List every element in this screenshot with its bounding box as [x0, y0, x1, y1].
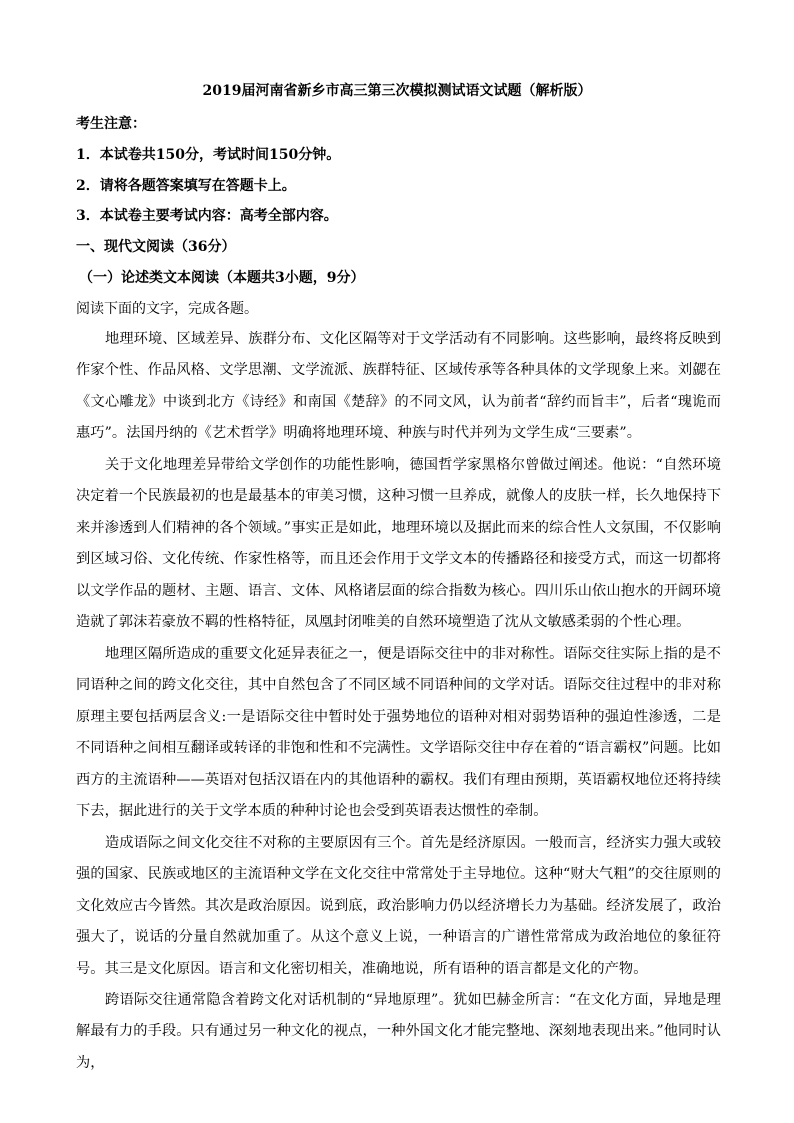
passage-paragraph-2: 关于文化地理差异带给文学创作的功能性影响，德国哲学家黑格尔曾做过阐述。他说：“自然环境决定着一个民族最初的也是最基本的审美习惯，这种习惯一旦养成，就像人的皮肤一样，长久地保持下来并渗透到人们精神的各个领域。”事实正是如此，地理环境以及据此而来的综合性人文氛围，不仅影响到区域习俗、文化传统、作家性格等，而且还会作用于文学文本的传播路径和接受方式，而这一切都将以文学作品的题材、主题、语言、文体、风格诸层面的综合指数为核心。四川乐山依山抱水的开阔环境造就了郭沫若豪放不羁的性格特征，凤凰封闭唯美的自然环境塑造了沈从文敏感柔弱的个性心理。 [76, 457, 721, 631]
notice-item-2: 2．请将各题答案填写在答题卡上。 [76, 178, 296, 194]
notice-heading: 考生注意： [76, 116, 146, 132]
passage-paragraph-3: 地理区隔所造成的重要文化延异表征之一，便是语际交往中的非对称性。语际交往实际上指的是不同语种之间的跨文化交往，其中自然包含了不同区域不同语种间的文学对话。语际交往过程中的非对称原理主要包括两层含义:一是语际交往中暂时处于强势地位的语种对相对弱势语种的强迫性渗透，二是不同语种之间相互翻译或转译的非饱和性和不完满性。文学语际交往中存在着的“语言霸权”问题。比如西方的主流语种——英语对包括汉语在内的其他语种的霸权。我们有理由预期，英语霸权地位还将持续下去，据此进行的关于文学本质的种种讨论也会受到英语表达惯性的牵制。 [76, 646, 721, 820]
subsection-heading: （一）论述类文本阅读（本题共3小题，9分） [79, 270, 365, 286]
reading-instruction: 阅读下面的文字，完成各题。 [76, 301, 258, 317]
notice-item-1: 1．本试卷共150分，考试时间150分钟。 [76, 147, 341, 163]
document-title: 2019届河南省新乡市高三第三次模拟测试语文试题（解析版） [202, 83, 592, 99]
passage-paragraph-5: 跨语际交往通常隐含着跨文化对话机制的“异地原理”。犹如巴赫金所言：“在文化方面，异地是理解最有力的手段。只有通过另一种文化的视点，一种外国文化才能完整地、深刻地表现出来。”他同时认为， [76, 992, 721, 1071]
section-heading: 一、现代文阅读（36分） [76, 239, 236, 255]
notice-item-3: 3．本试卷主要考试内容：高考全部内容。 [76, 208, 338, 224]
passage-paragraph-4: 造成语际之间文化交往不对称的主要原因有三个。首先是经济原因。一般而言，经济实力强大或较强的国家、民族或地区的主流语种文学在文化交往中常常处于主导地位。这种“财大气粗”的交往原则的文化效应古今皆然。其次是政治原因。说到底，政治影响力仍以经济增长力为基础。经济发展了，政治强大了，说话的分量自然就加重了。从这个意义上说，一种语言的广谱性常常成为政治地位的象征符号。其三是文化原因。语言和文化密切相关，准确地说，所有语种的语言都是文化的产物。 [76, 835, 721, 977]
passage-paragraph-1: 地理环境、区域差异、族群分布、文化区隔等对于文学活动有不同影响。这些影响，最终将反映到作家个性、作品风格、文学思潮、文学流派、族群特征、区域传承等各种具体的文学现象上来。刘勰在《文心雕龙》中谈到北方《诗经》和南国《楚辞》的不同文风，认为前者“辞约而旨丰”，后者“瑰诡而惠巧”。法国丹纳的《艺术哲学》明确将地理环境、种族与时代并列为文学生成“三要素”。 [76, 331, 721, 442]
